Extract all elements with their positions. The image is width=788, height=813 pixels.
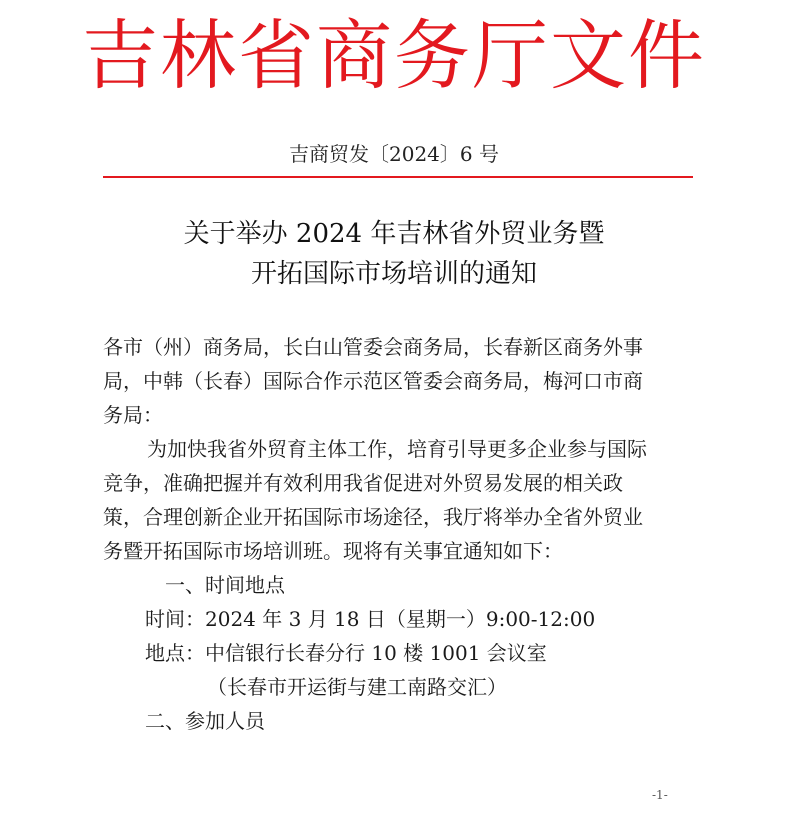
intro-paragraph [103, 432, 693, 568]
masthead-divider [103, 176, 693, 178]
document-number: 吉商贸发〔2024〕6 号 [289, 142, 499, 166]
intro-line: 为加快我省外贸育主体工作，培育引导更多企业参与国际 [147, 437, 647, 461]
addressee-line: 各市（州）商务局，长白山管委会商务局，长春新区商务外事 [103, 335, 643, 359]
document-title [0, 214, 788, 294]
intro-line: 务暨开拓国际市场培训班。现将有关事宜通知如下： [103, 539, 563, 563]
meeting-time: 时间：2024 年 3 月 18 日（星期一）9:00-12:00 [145, 607, 596, 631]
document-body [103, 330, 693, 738]
title-line-1: 关于举办 2024 年吉林省外贸业务暨 [183, 219, 605, 249]
document-masthead: 吉林省商务厅文件 [82, 11, 706, 100]
addressee-paragraph [103, 330, 693, 432]
title-line-2: 开拓国际市场培训的通知 [250, 259, 537, 289]
section-heading-time-location: 一、时间地点 [165, 573, 285, 597]
intro-line: 竞争，准确把握并有效利用我省促进对外贸易发展的相关政 [103, 471, 623, 495]
addressee-line: 局，中韩（长春）国际合作示范区管委会商务局，梅河口市商 [103, 369, 643, 393]
intro-line: 策，合理创新企业开拓国际市场途径，我厅将举办全省外贸业 [103, 505, 643, 529]
addressee-line: 务局： [103, 403, 163, 427]
meeting-location: 地点：中信银行长春分行 10 楼 1001 会议室 [145, 641, 547, 665]
section-heading-participants: 二、参加人员 [145, 709, 265, 733]
page-number: -1- [652, 788, 668, 802]
meeting-location-note: （长春市开运街与建工南路交汇） [207, 675, 507, 699]
